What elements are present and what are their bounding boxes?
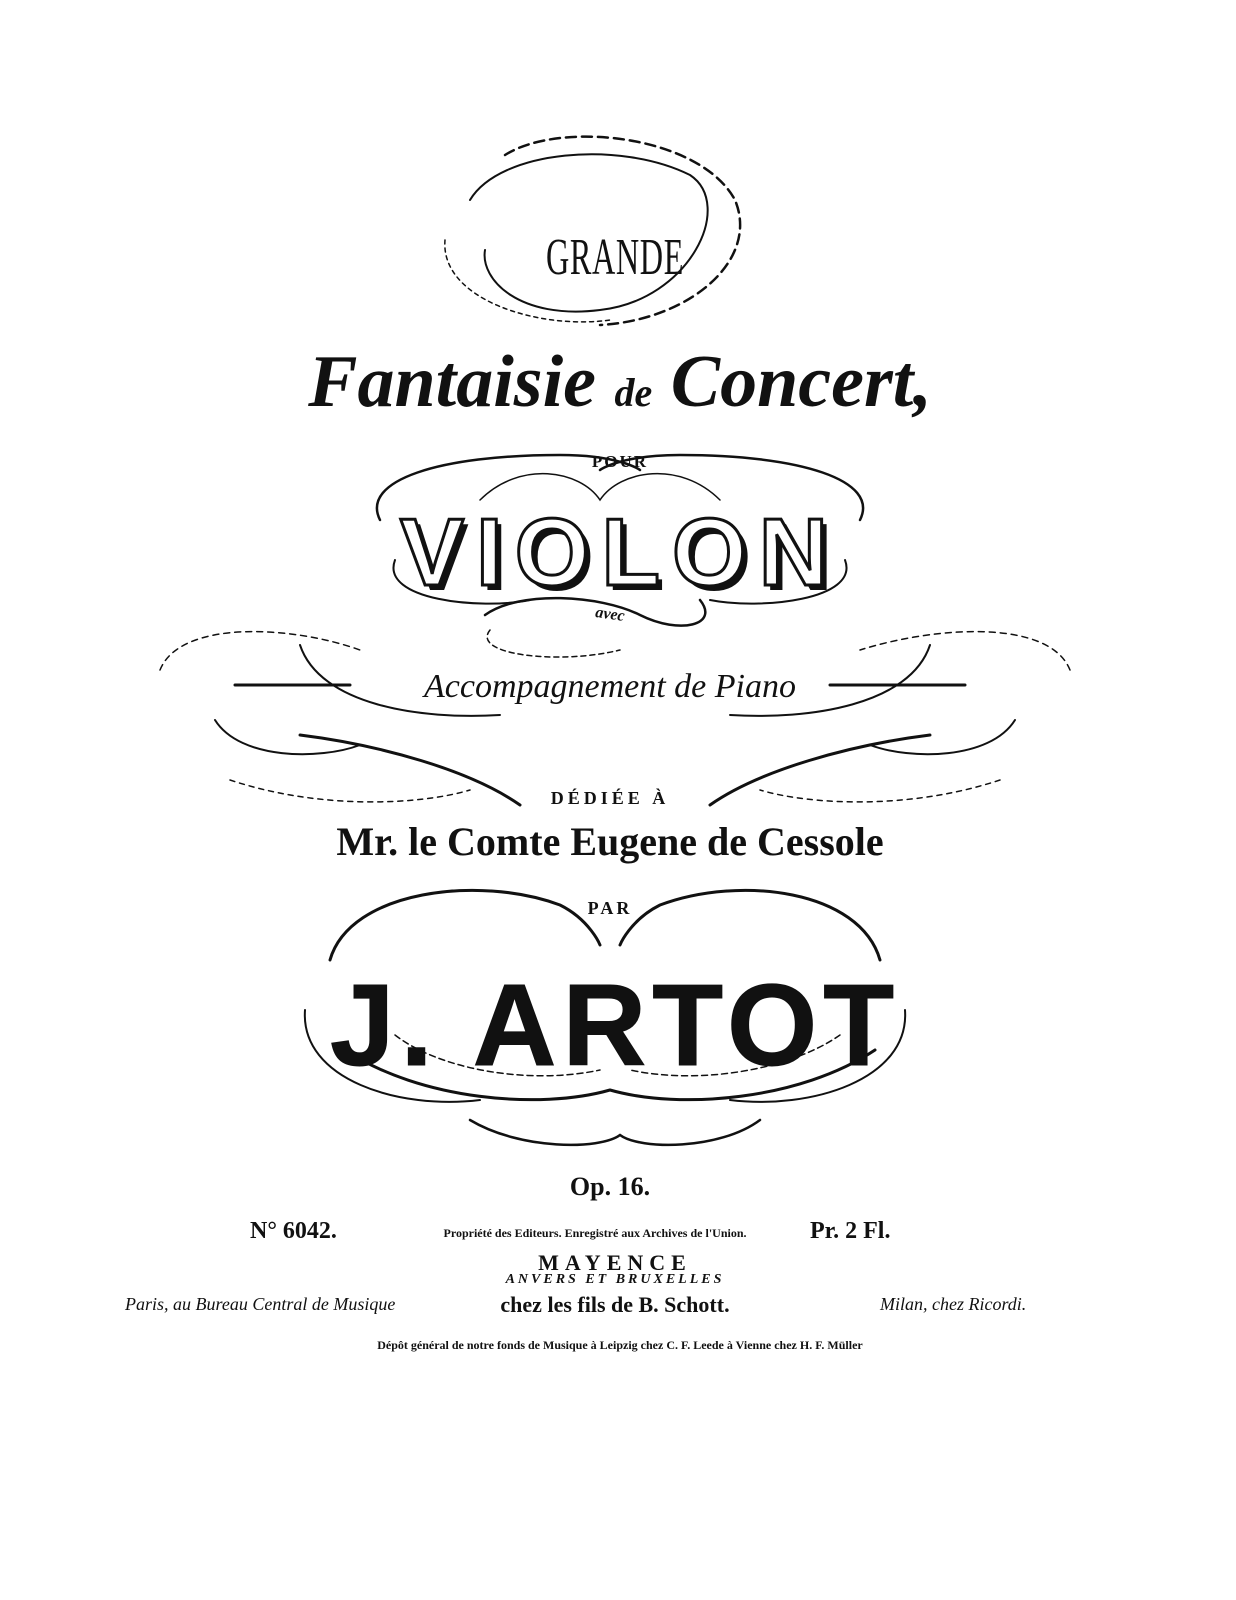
pour-label: POUR bbox=[591, 452, 649, 471]
opus-number: Op. 16. bbox=[569, 1172, 651, 1201]
plate-number: N° 6042. bbox=[250, 1218, 337, 1244]
copyright-notice: Propriété des Editeurs. Enregistré aux Archives de l'Union. bbox=[443, 1226, 747, 1240]
par-label: PAR bbox=[587, 898, 633, 918]
milan-agent: Milan, chez Ricordi. bbox=[880, 1294, 1027, 1314]
instrument-violon: VIOLON bbox=[400, 499, 841, 606]
publisher-other-cities: ANVERS ET BRUXELLES bbox=[505, 1272, 725, 1287]
title-word-fantaisie: Fantaisie bbox=[308, 341, 596, 423]
avec-label: avec bbox=[594, 604, 626, 625]
accompaniment-label: Accompagnement de Piano bbox=[424, 668, 796, 705]
depot-notice: Dépôt général de notre fonds de Musique à Leipzig chez C. F. Leede à Vienne chez H. F. Müller bbox=[377, 1338, 863, 1352]
title-grande: GRANDE bbox=[545, 229, 685, 286]
title-word-de: de bbox=[614, 370, 653, 415]
publisher-name: chez les fils de B. Schott. bbox=[500, 1292, 730, 1317]
dedicatee-name: Mr. le Comte Eugene de Cessole bbox=[336, 819, 884, 864]
title-word-concert: Concert, bbox=[670, 341, 932, 423]
price: Pr. 2 Fl. bbox=[810, 1218, 891, 1244]
title-fantaisie-de-concert bbox=[260, 340, 980, 425]
composer-name: J. ARTOT bbox=[330, 960, 901, 1090]
dedication-label: DÉDIÉE À bbox=[550, 788, 670, 808]
paris-agent: Paris, au Bureau Central de Musique bbox=[125, 1294, 396, 1314]
publisher-city: MAYENCE bbox=[538, 1250, 692, 1275]
